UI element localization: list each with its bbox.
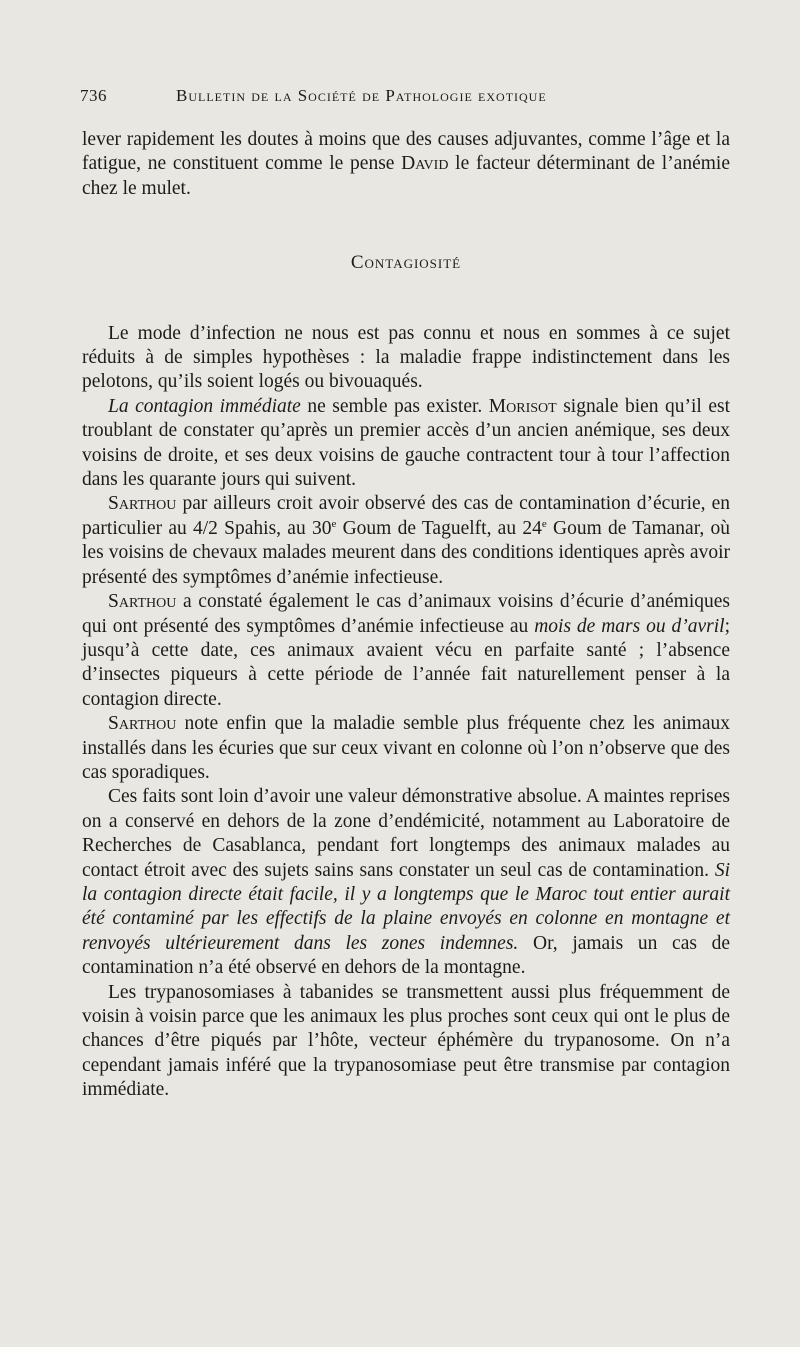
paragraph: Sarthou par ailleurs croit avoir observé des cas de contamination d’écurie, en particulier au 4/2 Spahis, au 30e Goum de Taguelft, au 24e Goum de Tamanar, où les voisins de chevaux malades meurent dans des conditions identiques après avoir présenté des symptômes d’anémie infectieuse. bbox=[82, 493, 731, 588]
paragraph: Ces faits sont loin d’avoir une valeur démonstrative absolue. A maintes reprises on a conservé en dehors de la zone d’endémicité, notamment au Laboratoire de Recherches de Casablanca, pendant fort longtemps des animaux malades au contact étroit avec des sujets sains sans constater un seul cas de contamination. Si la contagion directe était facile, il y a longtemps que le Maroc tout entier aurait été contaminé par les effectifs de la plaine envoyés en colonne en montagne et renvoyés ultérieurement dans les zones indemnes. Or, jamais un cas de contamination n’a été observé en dehors de la montagne. bbox=[82, 786, 730, 979]
paragraph-continuation: lever rapidement les doutes à moins que des causes adjuvantes, comme l’âge et la fatigue, ne constituent comme le pense David le facteur déterminant de l’anémie chez le mulet. bbox=[82, 129, 730, 199]
paragraph: Sarthou a constaté également le cas d’animaux voisins d’écurie d’anémiques qui ont présenté des symptômes d’anémie infectieuse au mois de mars ou d’avril; jusqu’à cette date, ces animaux avaient vécu en parfaite santé ; l’absence d’insectes piqueurs à cette période de l’année fait naturellement penser à la contagion directe. bbox=[82, 591, 731, 710]
author-name: Sarthou bbox=[108, 591, 177, 613]
article-body bbox=[82, 128, 730, 1103]
running-title: Bulletin de la Société de Pathologie exotique bbox=[176, 86, 547, 105]
author-name: Morisot bbox=[488, 395, 557, 417]
emphasis: La contagion immédiate bbox=[108, 395, 301, 417]
section-heading: Contagiosité bbox=[350, 252, 462, 274]
paragraph: Sarthou note enfin que la maladie semble plus fréquente chez les animaux installés dans les écuries que sur ceux vivant en colonne où l’on n’observe que des cas sporadiques. bbox=[82, 713, 731, 783]
paragraph: La contagion immédiate ne semble pas exister. Morisot signale bien qu’il est troublant de constater qu’après un premier accès d’un ancien anémique, ses deux voisins de droite, et ses deux voisins de gauche contractent tour à tour l’affection dans les quarante jours qui suivent. bbox=[82, 395, 731, 491]
author-name: Sarthou bbox=[108, 713, 177, 735]
paragraph: Les trypanosomiases à tabanides se transmettent aussi plus fréquemment de voisin à voisin parce que les animaux les plus proches sont ceux qui ont le plus de chances d’être piqués par l’hôte, vecteur éphémère du trypanosome. On n’a cependant jamais inféré que la trypanosomiase peut être transmise par contagion immédiate. bbox=[82, 981, 730, 1101]
author-name: David bbox=[401, 153, 449, 175]
author-name: Sarthou bbox=[108, 493, 177, 515]
page-number: 736 bbox=[80, 86, 107, 105]
running-header bbox=[80, 86, 732, 112]
emphasis: Si la contagion directe était facile, il y a longtemps que le Maroc tout entier aurait été contaminé par les effectifs de la plaine envoyés en colonne en montagne et renvoyés ultérieurement dans les zones indemnes. bbox=[82, 859, 730, 954]
emphasis: mois de mars ou d’avril bbox=[534, 615, 725, 637]
paragraph: Le mode d’infection ne nous est pas connu et nous en sommes à ce sujet réduits à de simples hypothèses : la maladie frappe indistinctement dans les pelotons, qu’ils soient logés ou bivouaqués. bbox=[82, 322, 730, 393]
